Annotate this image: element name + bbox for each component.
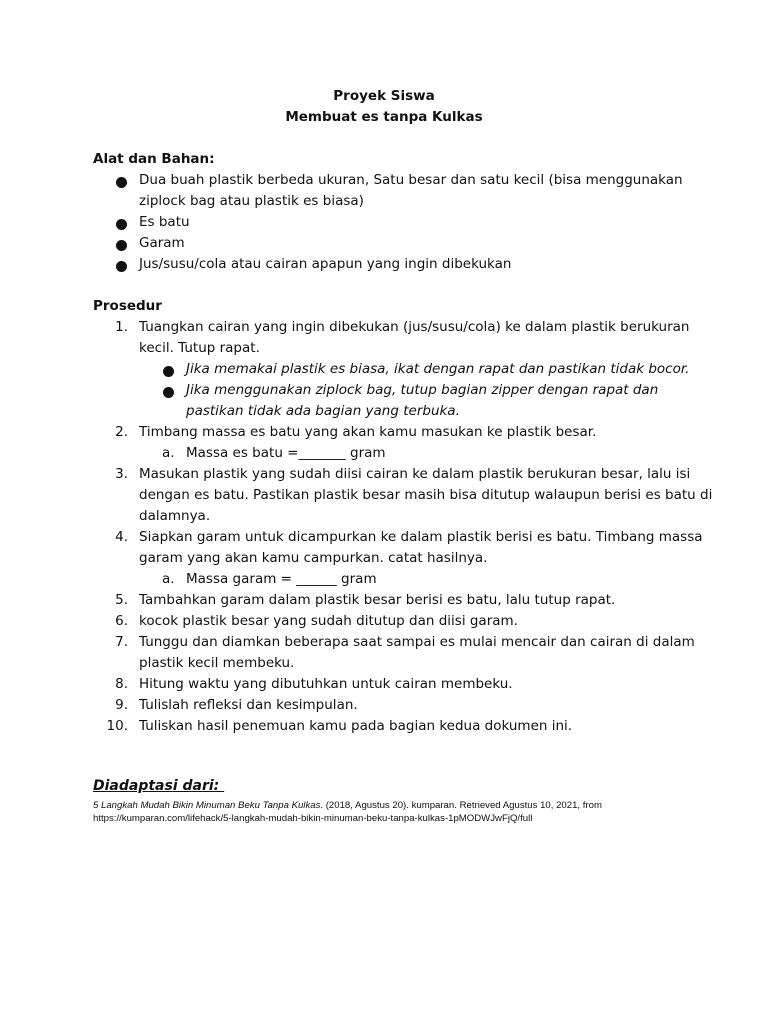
citation <box>93 800 602 811</box>
bullet-icon <box>163 387 174 398</box>
procedure-heading: Prosedur <box>93 298 162 314</box>
step-text: Tambahkan garam dalam plastik besar berisi es batu, lalu tutup rapat. <box>139 592 616 608</box>
step-note: Jika menggunakan ziplock bag, tutup bagian zipper dengan rapat dan <box>186 382 659 398</box>
document-subtitle: Membuat es tanpa Kulkas <box>285 109 483 125</box>
step-number: 6. <box>115 613 128 629</box>
step-text: Tunggu dan diamkan beberapa saat sampai es mulai mencair dan cairan di dalam <box>139 634 695 650</box>
citation-url[interactable]: https://kumparan.com/lifehack/5-langkah-mudah-bikin-minuman-beku-tanpa-kulkas-1pMODWJwFjQ/full <box>93 813 533 824</box>
step-number: 10. <box>106 718 128 734</box>
step-number: 4. <box>115 529 128 545</box>
sub-item-label: a. <box>162 571 175 587</box>
step-text: Hitung waktu yang dibutuhkan untuk cairan membeku. <box>139 676 513 692</box>
bullet-icon <box>116 177 127 188</box>
step-text-continuation: plastik kecil membeku. <box>139 655 295 671</box>
list-item: Garam <box>139 235 185 251</box>
step-number: 1. <box>115 319 128 335</box>
step-text: Tulislah refleksi dan kesimpulan. <box>139 697 358 713</box>
step-number: 8. <box>115 676 128 692</box>
step-text-continuation: kecil. Tutup rapat. <box>139 340 260 356</box>
step-text: kocok plastik besar yang sudah ditutup dan diisi garam. <box>139 613 518 629</box>
step-text: Masukan plastik yang sudah diisi cairan ke dalam plastik berukuran besar, lalu isi <box>139 466 691 482</box>
bullet-icon <box>116 240 127 251</box>
step-text: Tuliskan hasil penemuan kamu pada bagian kedua dokumen ini. <box>139 718 573 734</box>
document-title: Proyek Siswa <box>333 88 435 104</box>
step-number: 7. <box>115 634 128 650</box>
step-text: Timbang massa es batu yang akan kamu masukan ke plastik besar. <box>139 424 597 440</box>
step-note: Jika memakai plastik es biasa, ikat dengan rapat dan pastikan tidak bocor. <box>186 361 690 377</box>
citation-details: . (2018, Agustus 20). kumparan. Retrieved Agustus 10, 2021, from <box>320 800 602 811</box>
step-number: 5. <box>115 592 128 608</box>
list-item: Dua buah plastik berbeda ukuran, Satu besar dan satu kecil (bisa menggunakan <box>139 172 683 188</box>
materials-heading: Alat dan Bahan: <box>93 151 215 167</box>
step-text-continuation: garam yang akan kamu campurkan. catat hasilnya. <box>139 550 488 566</box>
citation-title: 5 Langkah Mudah Bikin Minuman Beku Tanpa Kulkas <box>93 800 321 811</box>
list-item-continuation: ziplock bag atau plastik es biasa) <box>139 193 364 209</box>
step-note-continuation: pastikan tidak ada bagian yang terbuka. <box>186 403 460 419</box>
bullet-icon <box>116 261 127 272</box>
mass-ice-field: Massa es batu =_______ gram <box>186 445 386 461</box>
source-heading: Diadaptasi dari: <box>93 778 225 794</box>
list-item: Es batu <box>139 214 190 230</box>
mass-salt-field: Massa garam = ______ gram <box>186 571 377 587</box>
bullet-icon <box>116 219 127 230</box>
step-number: 9. <box>115 697 128 713</box>
step-text: Tuangkan cairan yang ingin dibekukan (jus/susu/cola) ke dalam plastik berukuran <box>139 319 690 335</box>
list-item: Jus/susu/cola atau cairan apapun yang ingin dibekukan <box>139 256 512 272</box>
step-number: 2. <box>115 424 128 440</box>
step-text: Siapkan garam untuk dicampurkan ke dalam plastik berisi es batu. Timbang massa <box>139 529 703 545</box>
bullet-icon <box>163 366 174 377</box>
sub-item-label: a. <box>162 445 175 461</box>
step-number: 3. <box>115 466 128 482</box>
step-text-continuation: dalamnya. <box>139 508 211 524</box>
step-text-continuation: dengan es batu. Pastikan plastik besar masih bisa ditutup walaupun berisi es batu di <box>139 487 713 503</box>
